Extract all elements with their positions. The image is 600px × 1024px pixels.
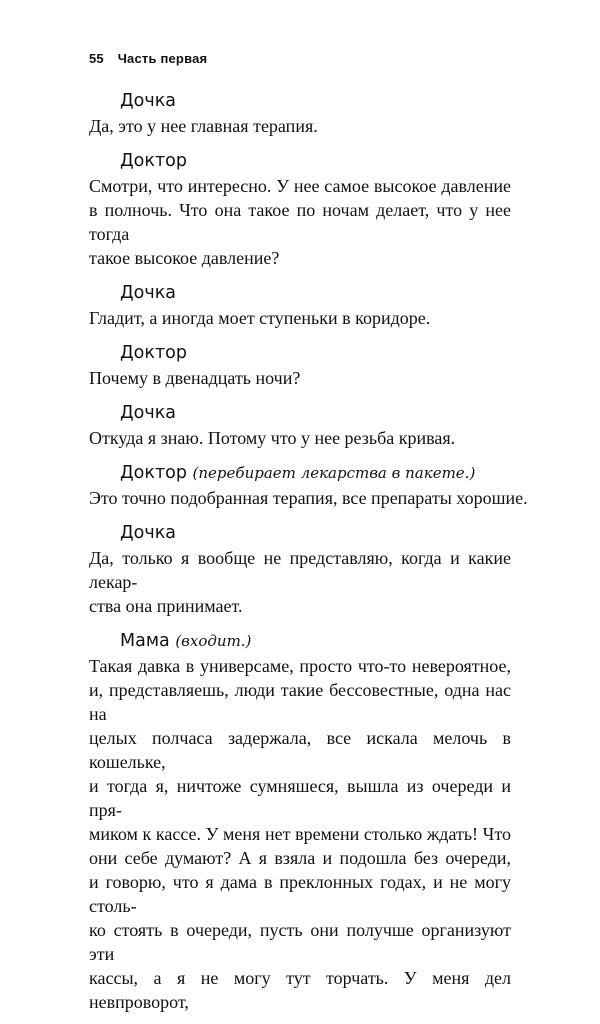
dialogue-line: кассы, а я не могу тут торчать. У меня дел невпроворот,: [89, 968, 511, 1012]
speaker-line: [89, 460, 511, 486]
speaker-line: [89, 628, 511, 654]
dialogue-line: Гладит, а иногда моет ступеньки в коридоре.: [89, 308, 431, 328]
dialogue-line: Смотри, что интересно. У нее самое высокое давление: [89, 176, 511, 196]
dialogue-block: [89, 628, 511, 1014]
dialogue-line: ства она принимает.: [89, 596, 243, 616]
dialogue-line: Да, это у нее главная терапия.: [89, 116, 318, 136]
stage-direction: (перебирает лекарства в пакете.): [192, 464, 476, 482]
dialogue-line: Это точно подобранная терапия, все препараты хорошие.: [89, 488, 528, 508]
speaker-name: Доктор: [120, 151, 187, 171]
page-number: 55: [89, 51, 104, 66]
stage-direction: (входит.): [175, 632, 252, 650]
play-text: [89, 88, 528, 1024]
dialogue-line: миком к кассе. У меня нет времени столько ждать! Что: [89, 824, 511, 844]
dialogue-line: и тогда я, ничтоже сумняшеся, вышла из очереди и пря-: [89, 776, 511, 820]
dialogue-line: они себе думают? А я взяла и подошла без очереди,: [89, 848, 511, 868]
dialogue-block: [89, 148, 511, 270]
dialogue-block: [89, 460, 528, 510]
speaker-name: Доктор: [120, 463, 187, 483]
dialogue-line: Откуда я знаю. Потому что у нее резьба кривая.: [89, 428, 456, 448]
dialogue-line: такое высокое давление?: [89, 248, 280, 268]
dialogue-line: Такая давка в универсаме, просто что-то невероятное,: [89, 656, 511, 676]
dialogue-line: в полночь. Что она такое по ночам делает, что у нее тогда: [89, 200, 511, 244]
dialogue-line: Почему в двенадцать ночи?: [89, 368, 301, 388]
dialogue-block: [89, 400, 511, 450]
dialogue-block: [89, 88, 511, 138]
speaker-name: Дочка: [120, 91, 177, 111]
dialogue-line: и говорю, что я дама в преклонных годах, и не могу столь-: [89, 872, 511, 916]
dialogue-block: [89, 280, 511, 330]
speaker-name: Дочка: [120, 523, 177, 543]
speaker-name: Мама: [120, 631, 170, 651]
dialogue-line: ко стоять в очереди, пусть они получше организуют эти: [89, 920, 511, 964]
speaker-name: Дочка: [120, 283, 177, 303]
dialogue-block: [89, 340, 511, 390]
section-title: Часть первая: [117, 51, 208, 66]
speaker-name: Доктор: [120, 343, 187, 363]
dialogue-block: [89, 520, 511, 618]
running-header: [89, 51, 207, 66]
dialogue-line: целых полчаса задержала, все искала мелочь в кошельке,: [89, 728, 511, 772]
dialogue-line: Да, только я вообще не представляю, когда и какие лекар-: [89, 548, 511, 592]
speaker-name: Дочка: [120, 403, 177, 423]
dialogue-line: и, представляешь, люди такие бессовестные, одна нас на: [89, 680, 511, 724]
